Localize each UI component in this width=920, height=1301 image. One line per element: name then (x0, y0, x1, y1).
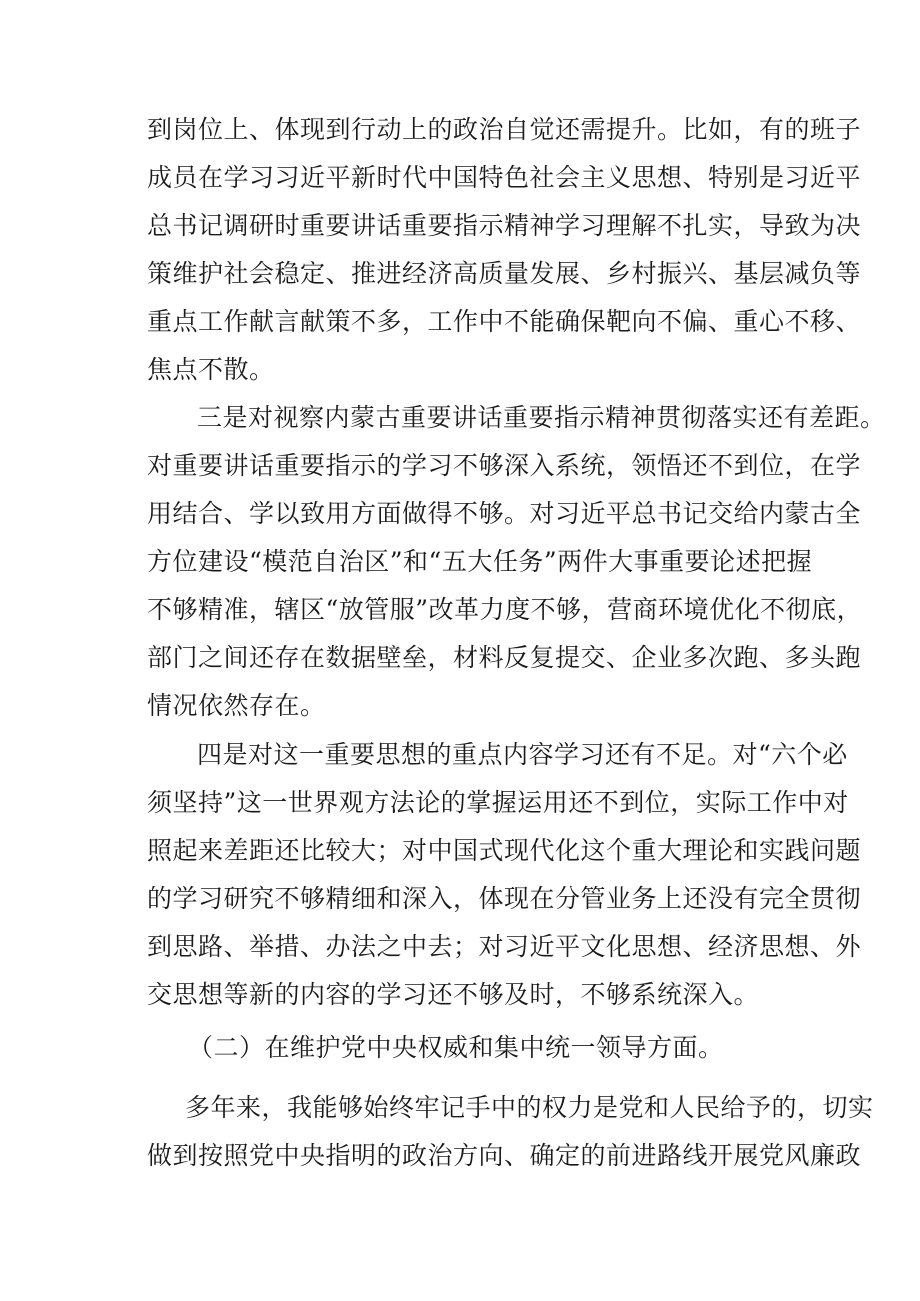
text-line: 焦点不散。 (147, 355, 275, 384)
text-line: 部门之间还存在数据壁垒，材料反复提交、企业多次跑、多头跑 (147, 643, 862, 672)
text-line: 成员在学习习近平新时代中国特色社会主义思想、特别是习近平 (147, 163, 862, 192)
text-line: 对重要讲话重要指示的学习不够深入系统，领悟还不到位，在学 (147, 451, 862, 480)
section-heading: （二）在维护党中央权威和集中统一领导方面。 (188, 1033, 724, 1062)
text-line: 到思路、举措、办法之中去；对习近平文化思想、经济思想、外 (147, 932, 862, 961)
text-line: 不够精准，辖区“放管服”改革力度不够，营商环境优化不彻底， (147, 595, 863, 624)
text-line: 的学习研究不够精细和深入，体现在分管业务上还没有完全贯彻 (147, 884, 862, 913)
text-line: 重点工作献言献策不多，工作中不能确保靶向不偏、重心不移、 (147, 307, 862, 336)
text-line: 交思想等新的内容的学习还不够及时，不够系统深入。 (147, 980, 760, 1009)
text-line: 用结合、学以致用方面做得不够。对习近平总书记交给内蒙古全 (147, 499, 862, 528)
text-line: 到岗位上、体现到行动上的政治自觉还需提升。比如，有的班子 (147, 115, 862, 144)
text-line: 须坚持”这一世界观方法论的掌握运用还不到位，实际工作中对 (147, 788, 849, 817)
text-line: 多年来，我能够始终牢记手中的权力是党和人民给予的，切实 (185, 1093, 874, 1122)
text-line: 照起来差距还比较大；对中国式现代化这个重大理论和实践问题 (147, 836, 862, 865)
paragraph-heading-three: 三是对视察内蒙古重要讲话重要指示精神贯彻落实还有差距。 (197, 403, 886, 432)
text-line: 总书记调研时重要讲话重要指示精神学习理解不扎实，导致为决 (147, 211, 862, 240)
text-line: 方位建设“模范自治区”和“五大任务”两件大事重要论述把握 (147, 547, 813, 576)
text-line: 情况依然存在。 (147, 691, 326, 720)
text-line: 策维护社会稳定、推进经济高质量发展、乡村振兴、基层减负等 (147, 259, 862, 288)
text-line: 做到按照党中央指明的政治方向、确定的前进路线开展党风廉政 (147, 1141, 862, 1170)
paragraph-heading-four: 四是对这一重要思想的重点内容学习还有不足。对“六个必 (197, 740, 848, 769)
